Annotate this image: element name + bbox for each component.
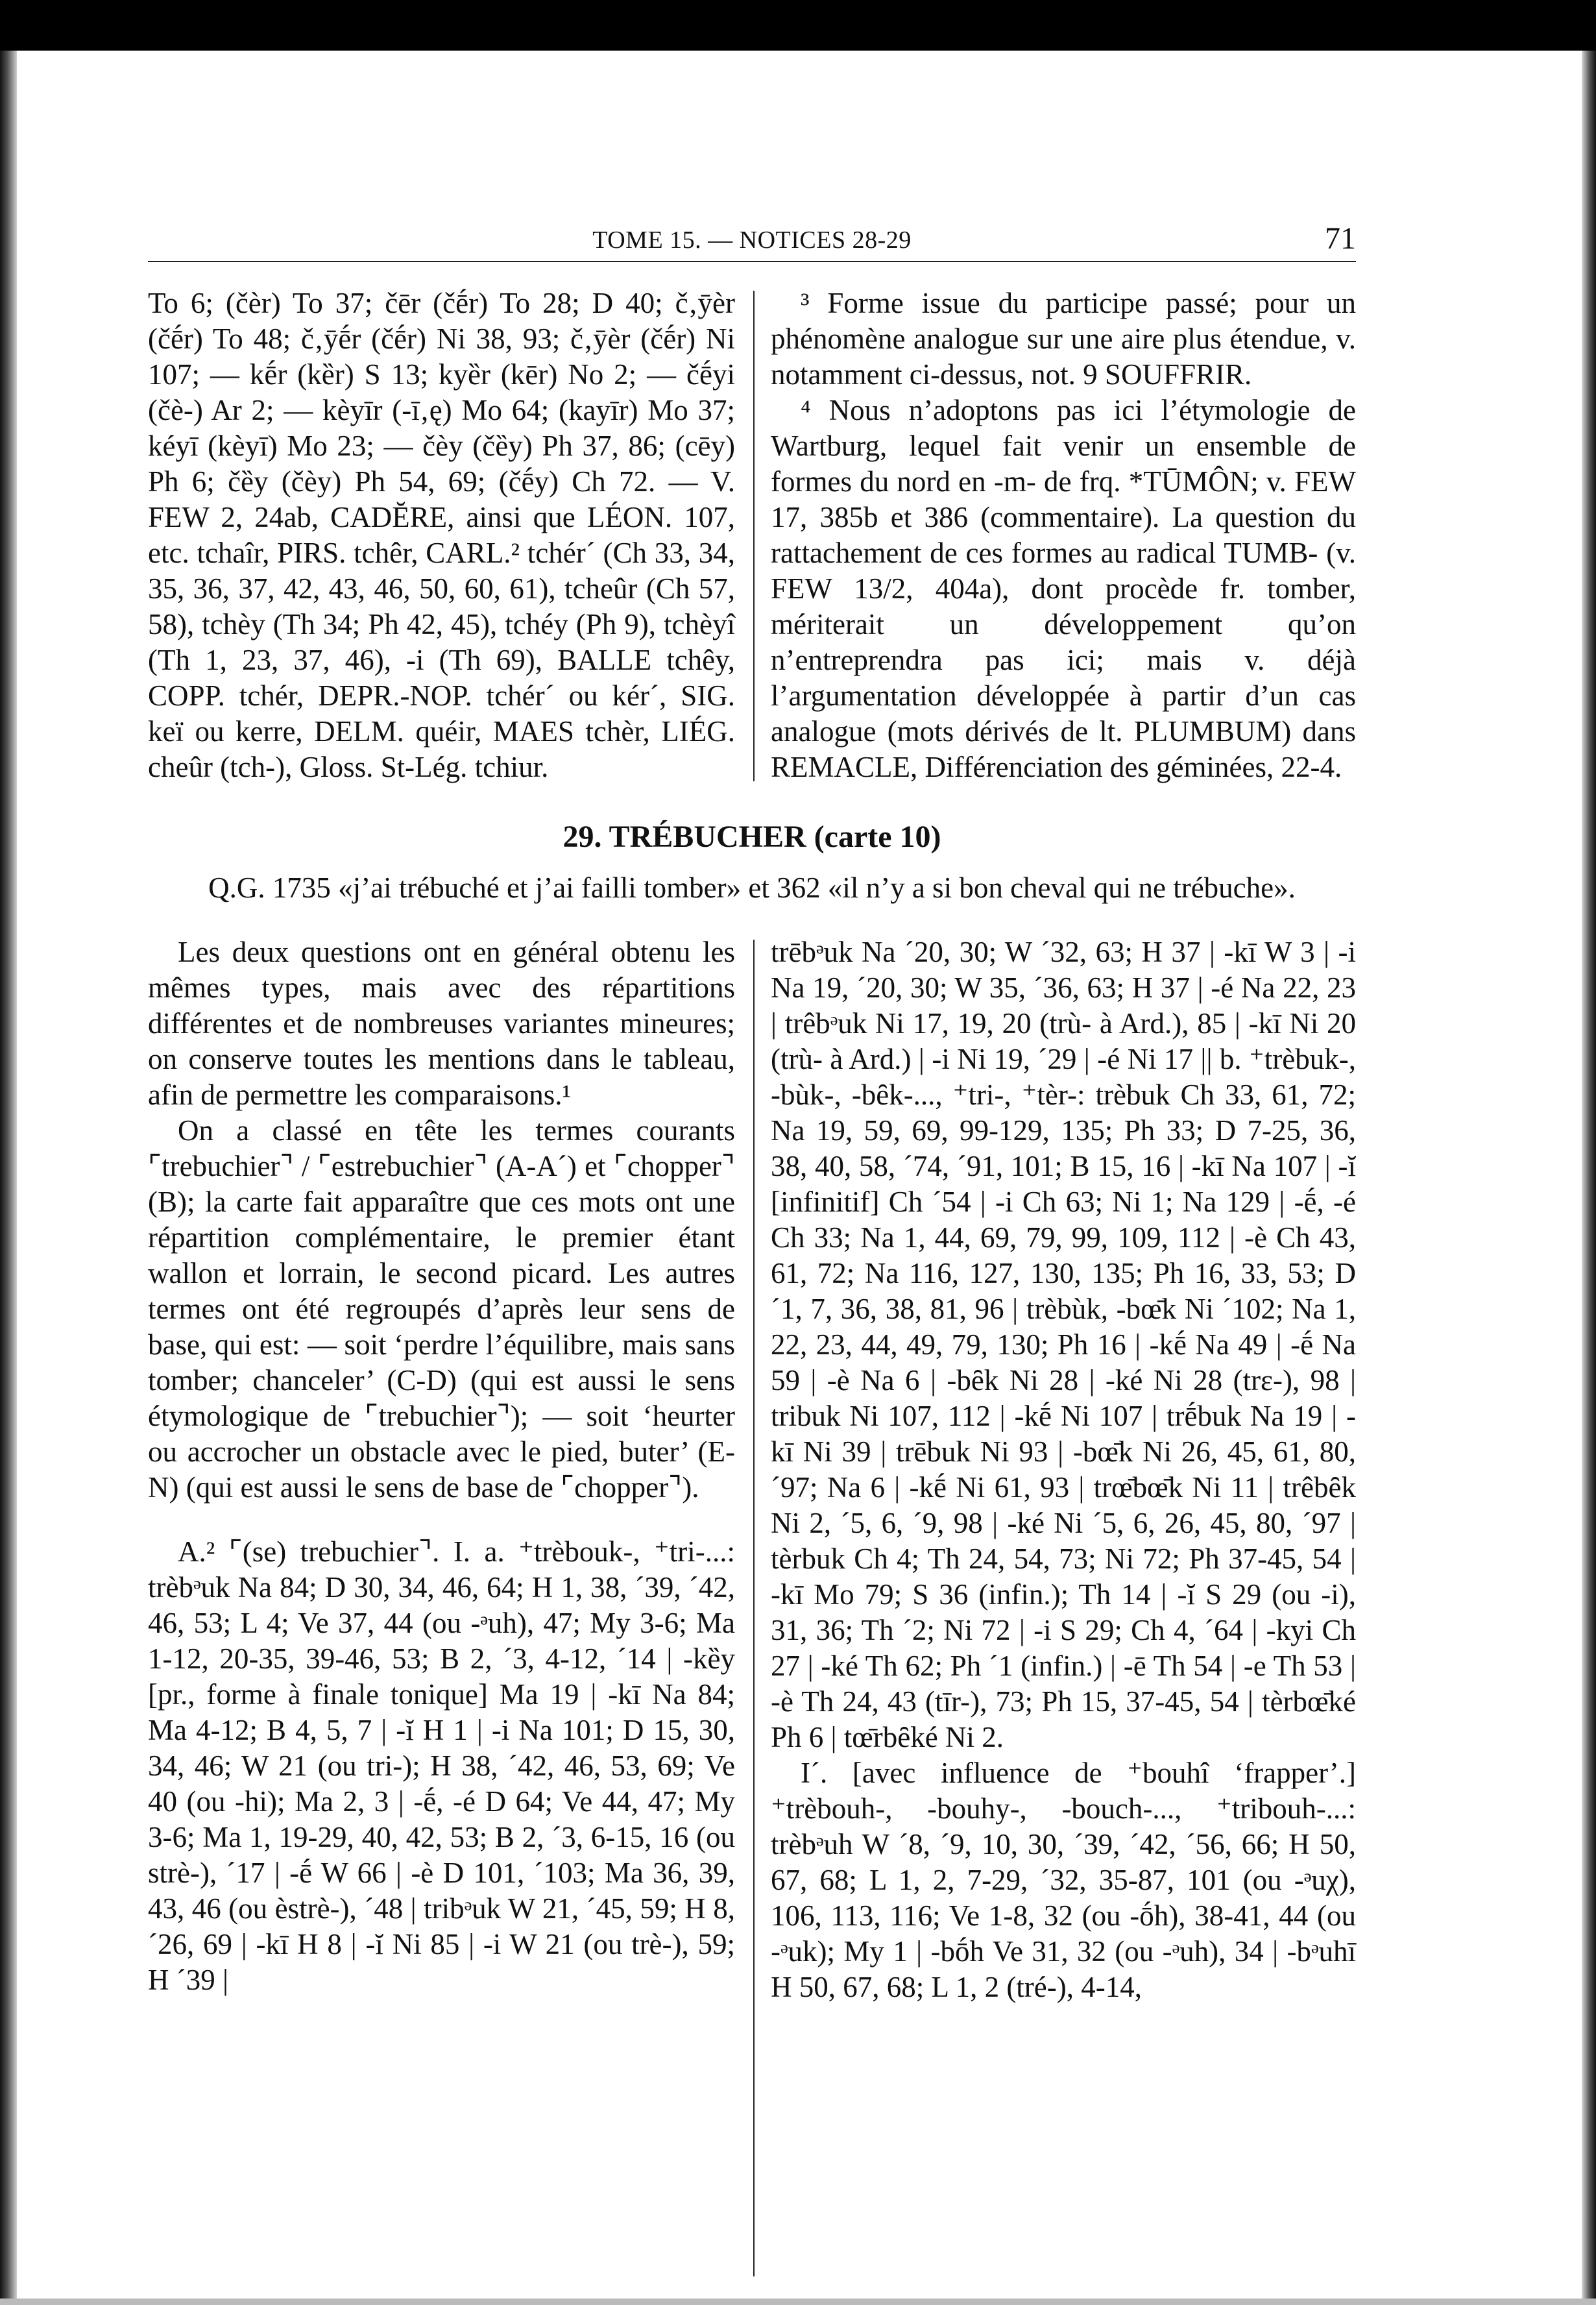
section-heading: 29. TRÉBUCHER (carte 10)	[562, 820, 941, 854]
column-divider-top	[753, 291, 755, 781]
footnote-3: ³ Forme issue du participe passé; pour un phénomène analogue sur une aire plus étendue, v. notamment ci-dessus, not. 9 SOUFFRIR.	[771, 287, 1356, 391]
running-head	[148, 221, 1356, 260]
questionnaire-reference: Q.G. 1735 «j’ai trébuché et j’ai failli tomber» et 362 «il n’y a si bon cheval qui ne trébuche».	[208, 872, 1296, 904]
section-a-paragraph: A.² ⌜(se) trebuchier⌝. I. a. ⁺trèbouk-, ⁺tri-...: trèbᵊuk Na 84; D 30, 34, 46, 64; H 1, 38, ´39, ´42, 46, 53; L 4; Ve 37, 44 (ou -ᵊuh), 47; My 3-6; Ma 1-12, 20-35, 39-46, 53; B 2, ´3, 4-12, ´14 | -kȅy [pr., forme à finale tonique] Ma 19 | -kī Na 84; Ma 4-12; B 4, 5, 7 | -ĭ H 1 | -i Na 101; D 15, 30, 34, 46; W 21 (ou tri-); H 38, ´42, 46, 53, 69; Ve 40 (ou -hi); Ma 2, 3 | -ḗ, -é D 64; Ve 44, 47; My 3-6; Ma 1, 19-29, 40, 42, 53; B 2, ´3, 6-15, 16 (ou strè-), ´17 | -ḗ W 66 | -è D 101, ´103; Ma 36, 39, 43, 46 (ou èstrè-), ´48 | tribᵊuk W 21, ´45, 59; H 8, ´26, 69 | -kī H 8 | -ĭ Ni 85 | -i W 21 (ou trè-), 59; H ´39 |	[148, 1535, 735, 1996]
header-rule	[148, 261, 1356, 262]
scan-border-bottom	[0, 2299, 1596, 2305]
bottom-left-column	[148, 934, 735, 1998]
page-number: 71	[1325, 221, 1356, 256]
scan-border-right	[1582, 51, 1596, 2305]
column-divider-bottom	[753, 940, 755, 2276]
top-right-column-footnotes	[771, 286, 1356, 785]
continued-forms-paragraph: trēbᵊuk Na ´20, 30; W ´32, 63; H 37 | -kī W 3 | -i Na 19, ´20, 30; W 35, ´36, 63; H 37 | -é Na 22, 23 | trêbᵊuk Ni 17, 19, 20 (trù- à Ard.), 85 | -kī Ni 20 (trù- à Ard.) | -i Ni 19, ´29 | -é Ni 17 || b. ⁺trèbuk-, -bùk-, -bȇk-..., ⁺tri-, ⁺tèr-: trèbuk Ch 33, 61, 72; Na 19, 59, 69, 99-129, 135; Ph 33; D 7-25, 36, 38, 40, 58, ´74, ´91, 101; B 15, 16 | -kī Na 107 | -ĭ [infinitif] Ch ´54 | -i Ch 63; Ni 1; Na 129 | -ḗ, -é Ch 33; Na 1, 44, 69, 79, 99, 109, 112 | -è Ch 43, 61, 72; Na 116, 127, 130, 135; Ph 16, 33, 53; D ´1, 7, 36, 38, 81, 96 | trèbùk, -bœ̄k Ni ´102; Na 1, 22, 23, 44, 49, 79, 130; Ph 16 | -kḗ Na 49 | -ḗ Na 59 | -è Na 6 | -bȇk Ni 28 | -ké Ni 28 (trɛ-), 98 | tribuk Ni 107, 112 | -kḗ Ni 107 | trḗbuk Na 19 | -kī Ni 39 | trēbuk Ni 93 | -bœ̄k Ni 26, 45, 61, 80, ´97; Na 6 | -kḗ Ni 61, 93 | trœ̄bœ̄k Ni 11 | trêbȇk Ni 2, ´5, 6, ´9, 98 | -ké Ni ´5, 6, 26, 45, 80, ´97 | tèrbuk Ch 4; Th 24, 54, 73; Ni 72; Ph 37-45, 54 | -kī Mo 79; S 36 (infin.); Th 14 | -ĭ S 29 (ou -i), 31, 36; Th ´2; Ni 72 | -i S 29; Ch 4, ´64 | -kyi Ch 27 | -ké Th 62; Ph ´1 (infin.) | -ē Th 54 | -e Th 53 | -è Th 24, 43 (tīr-), 73; Ph 15, 37-45, 54 | tèrbœ̄ké Ph 6 | tœ̄rbȇké Ni 2.	[771, 936, 1356, 1753]
scan-border-left	[0, 51, 17, 2305]
running-title: TOME 15. — NOTICES 28-29	[592, 226, 912, 254]
intro-paragraph: Les deux questions ont en général obtenu les mêmes types, mais avec des répartitions différentes et de nombreuses variantes mineures; on conserve toutes les mentions dans le tableau, afin de permettre les comparaisons.¹	[148, 936, 735, 1111]
scan-border-top	[0, 0, 1596, 51]
section-i-prime-paragraph: I´. [avec influence de ⁺bouhî ‘frapper’.] ⁺trèbouh-, -bouhy-, -bouch-..., ⁺tribouh-...: trèbᵊuh W ´8, ´9, 10, 30, ´39, ´42, ´56, 66; H 50, 67, 68; L 1, 2, 7-29, ´32, 35-87, 101 (ou -ᵊuχ), 106, 113, 116; Ve 1-8, 32 (ou -ṓh), 38-41, 44 (ou -ᵊuk); My 1 | -bṓh Ve 31, 32 (ou -ᵊuh), 34 | -bᵊuhī H 50, 67, 68; L 1, 2 (tré-), 4-14,	[771, 1757, 1356, 2003]
paragraph-forms-list: To 6; (čèr) To 37; čēr (čḗr) To 28; D 40; č‚ȳèr (čḗr) To 48; č‚ȳḗr (čḗr) Ni 38, 93; č‚ȳèr (čḗr) Ni 107; — kḗr (kȅr) S 13; kyȅr (kēr) No 2; — čḗyi (čè-) Ar 2; — kèyīr (-ī‚ę) Mo 64; (kayīr) Mo 37; kéyī (kèyī) Mo 23; — čèy (čȅy) Ph 37, 86; (cēy) Ph 6; čȅy (čèy) Ph 54, 69; (čḗy) Ch 72. — V. FEW 2, 24ab, CADĔRE, ainsi que LÉON. 107, etc. tchaîr, PIRS. tchêr, CARL.² tchér´ (Ch 33, 34, 35, 36, 37, 42, 43, 46, 50, 60, 61), tcheûr (Ch 57, 58), tchèy (Th 34; Ph 42, 45), tchéy (Ph 9), tchèyî (Th 1, 23, 37, 46), -i (Th 69), BALLE tchêy, COPP. tchér, DEPR.-NOP. tchér´ ou kér´, SIG. keï ou kerre, DELM. quéir, MAES tchèr, LIÉG. cheûr (tch-), Gloss. St-Lég. tchiur.	[148, 287, 735, 783]
classification-paragraph: On a classé en tête les termes courants ⌜trebuchier⌝ / ⌜estrebuchier⌝ (A-A´) et ⌜chopper⌝ (B); la carte fait apparaître que ces mots ont une répartition complémentaire, le premier étant wallon et lorrain, le second picard. Les autres termes ont été regroupés d’après leur sens de base, qui est: — soit ‘perdre l’équilibre, mais sans tomber; chanceler’ (C-D) (qui est aussi le sens étymologique de ⌜trebuchier⌝); — soit ‘heurter ou accrocher un obstacle avec le pied, buter’ (E-N) (qui est aussi le sens de base de ⌜chopper⌝).	[148, 1114, 735, 1504]
footnote-4: ⁴ Nous n’adoptons pas ici l’étymologie de Wartburg, lequel fait venir un ensemble de formes du nord en -m- de frq. *TŪMÔN; v. FEW 17, 385b et 386 (commentaire). La question du rattachement de ces formes au radical TUMB- (v. FEW 13/2, 404a), dont procède fr. tomber, mériterait un développement qu’on n’entreprendra pas ici; mais v. déjà l’argumentation développée à partir d’un cas analogue (mots dérivés de lt. PLUMBUM) dans REMACLE, Différenciation des géminées, 22-4.	[771, 394, 1356, 783]
top-left-column	[148, 286, 735, 785]
bottom-right-column	[771, 934, 1356, 2005]
